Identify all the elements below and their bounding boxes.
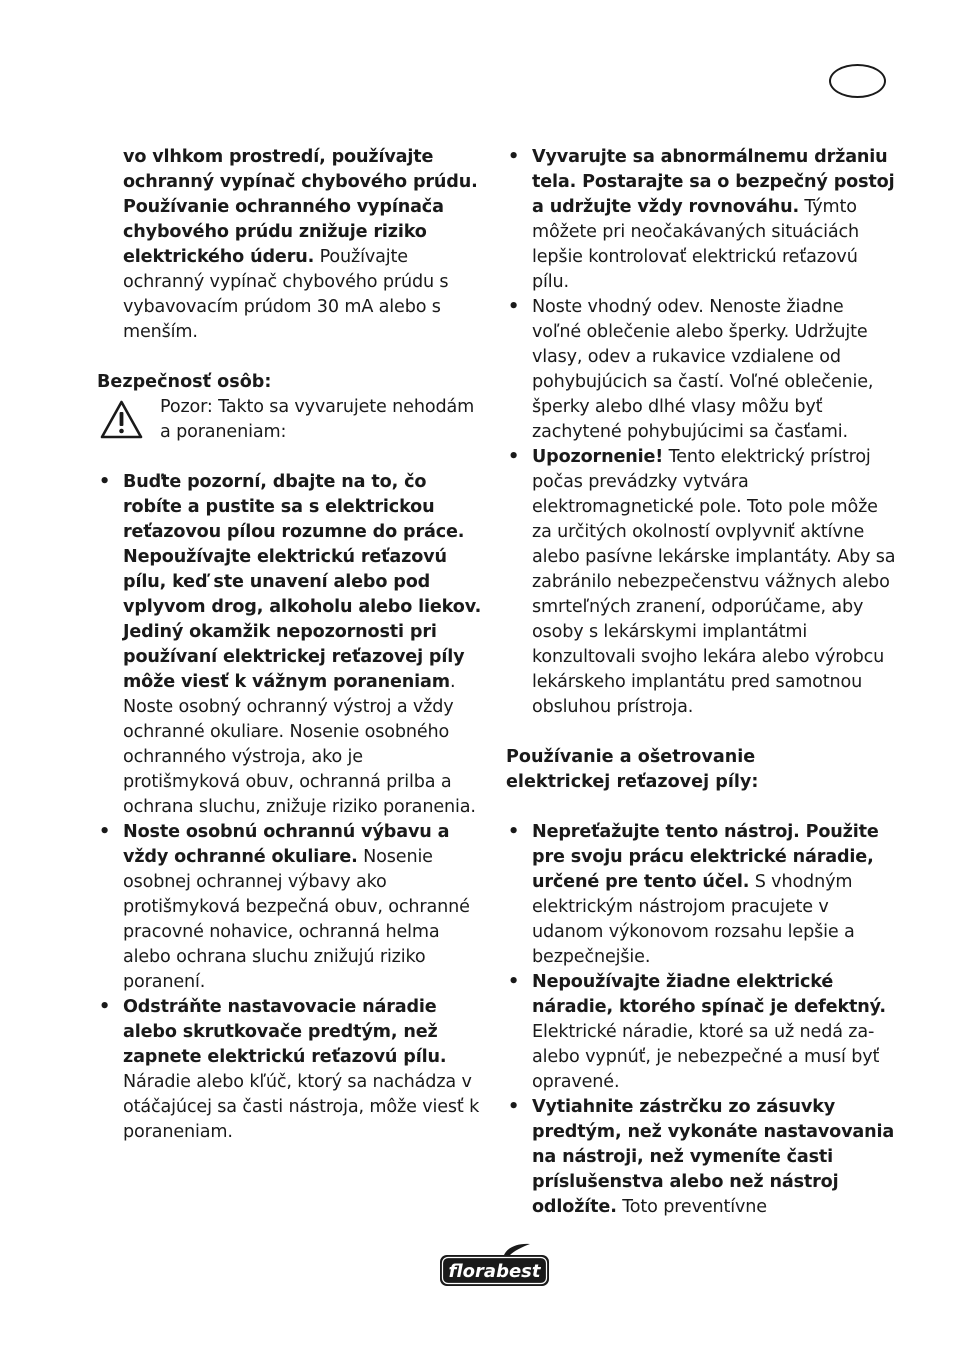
bullet-normal-text: Noste vhodný odev. Nenoste žiadne voľné oblečenie alebo šperky. Udržujte vlasy, odev a rukavice vzdialene od pohybujúcich sa častí. Voľné oblečenie, šperky alebo dlhé vlasy môžu byť zachytené pohybujúcimi sa časťami. xyxy=(532,297,874,442)
bullet-bold-text: Odstráňte nastavovacie náradie alebo skrutkovače predtým, než zapnete elektrickú reťazovú pílu. xyxy=(123,997,447,1067)
bullet-bold-text: Vytiahnite zástrčku zo zásuvky predtým, než vykonáte nastavovania na nástroji, než vymeníte časti príslušenstva alebo než nástroj odložíte. xyxy=(532,1097,895,1217)
bullet-normal-text: S vhodným elektrickým nástrojom pracujete v udanom výkonovom rozsahu lepšie a bezpečnejšie. xyxy=(532,872,855,967)
warning-triangle-icon xyxy=(99,399,144,440)
bullet-normal-text: Týmto môžete pri neočakávaných situáciách lepšie kontrolovať elektrickú reťazovú pílu. xyxy=(532,197,859,292)
bullet-remove-tools xyxy=(97,995,485,1145)
bullet-normal-text: Toto preventívne xyxy=(616,1197,767,1217)
bullet-bold-text: Upozornenie! xyxy=(532,447,664,467)
rcd-paragraph xyxy=(97,145,485,345)
warning-text: Pozor: Takto sa vyvarujete nehodám a poraneniam: xyxy=(160,397,475,442)
bullet-protective-gear xyxy=(97,820,485,995)
bullet-normal-text: Nosenie osobnej ochrannej výbavy ako protišmyková bezpečná obuv, ochranné pracovné nohavice, ochranná helma alebo ochrana sluchu znižujú riziko poranení. xyxy=(123,847,470,992)
right-column xyxy=(506,145,896,1220)
bullet-normal-text: Náradie alebo kľúč, ktorý sa nachádza v otáčajúcej sa časti nástroja, môže viesť k poraneniam. xyxy=(123,1072,480,1142)
bullet-normal-text: Tento elektrický prístroj počas prevádzky vytvára elektromagnetické pole. Toto pole môže za určitých okolností ovplyvniť aktívne alebo pasívne lekárske implantáty. Aby sa zabránilo nebezpečenstvu vážnych alebo smrteľných zranení, odporúčame, aby osoby s lekárskymi implantátmi konzultovali svojho lekára alebo výrobcu lekárskeho implantátu pred samotnou obsluhou prístroja. xyxy=(532,447,896,717)
florabest-logo xyxy=(438,1243,552,1289)
warning-note xyxy=(97,395,485,445)
bullet-do-not-overload xyxy=(506,820,896,970)
personal-safety-heading: Bezpečnosť osôb: xyxy=(97,372,272,392)
rcd-bold-text: vo vlhkom prostredí, používajte ochranný vypínač chybového prúdu. Používanie ochranného vypínača chybového prúdu znižuje riziko elektrického úderu. xyxy=(123,147,478,267)
bullet-bold-text: Buďte pozorní, dbajte na to, čo robíte a pustite sa s elektrickou reťazovou pílou rozumne do práce. Nepoužívajte elektrickú reťazovú pílu, keď ste unavení alebo pod vplyvom drog, alkoholu alebo liekov. Jediný okamžik nepozornosti pri používaní elektrickej reťazovej píly môže viesť k vážnym poraneniam xyxy=(123,472,482,692)
rcd-normal-text: Používajte ochranný vypínač chybového prúdu s vybavovacím prúdom 30 mA alebo s menším. xyxy=(123,247,449,342)
usage-care-heading: Používanie a ošetrovanie elektrickej reťazovej píly: xyxy=(506,747,759,792)
bullet-be-attentive xyxy=(97,470,485,820)
left-column xyxy=(97,145,485,1145)
bullet-clothing xyxy=(506,295,896,445)
bullet-bold-text: Nepoužívajte žiadne elektrické náradie, ktorého spínač je defektný. xyxy=(532,972,886,1017)
bullet-bold-text: Vyvarujte sa abnormálnemu držaniu tela. Postarajte sa o bezpečný postoj a udržujte vždy rovnováhu. xyxy=(532,147,895,217)
bullet-paragraph: Noste osobný ochranný výstroj a vždy ochranné okuliare. Nosenie osobného ochranného výstroja, ako je protišmyková obuv, ochranná prilba a ochrana sluchu, znižuje riziko poranenia. xyxy=(123,697,476,817)
bullet-normal-text: . xyxy=(449,672,456,692)
bullet-bold-text: Noste osobnú ochrannú výbavu a vždy ochranné okuliare. xyxy=(123,822,450,867)
bullet-unplug xyxy=(506,1095,896,1220)
language-badge xyxy=(829,64,886,98)
logo-text: florabest xyxy=(448,1261,541,1282)
bullet-defective-switch xyxy=(506,970,896,1095)
bullet-normal-text: Elektrické náradie, ktoré sa už nedá za- alebo vypnúť, je nebezpečné a musí byť opravené. xyxy=(532,1022,880,1092)
bullet-bold-text: Nepreťažujte tento nástroj. Použite pre svoju prácu elektrické náradie, určené pre tento účel. xyxy=(532,822,879,892)
bullet-electromagnetic-warning xyxy=(506,445,896,720)
bullet-posture xyxy=(506,145,896,295)
